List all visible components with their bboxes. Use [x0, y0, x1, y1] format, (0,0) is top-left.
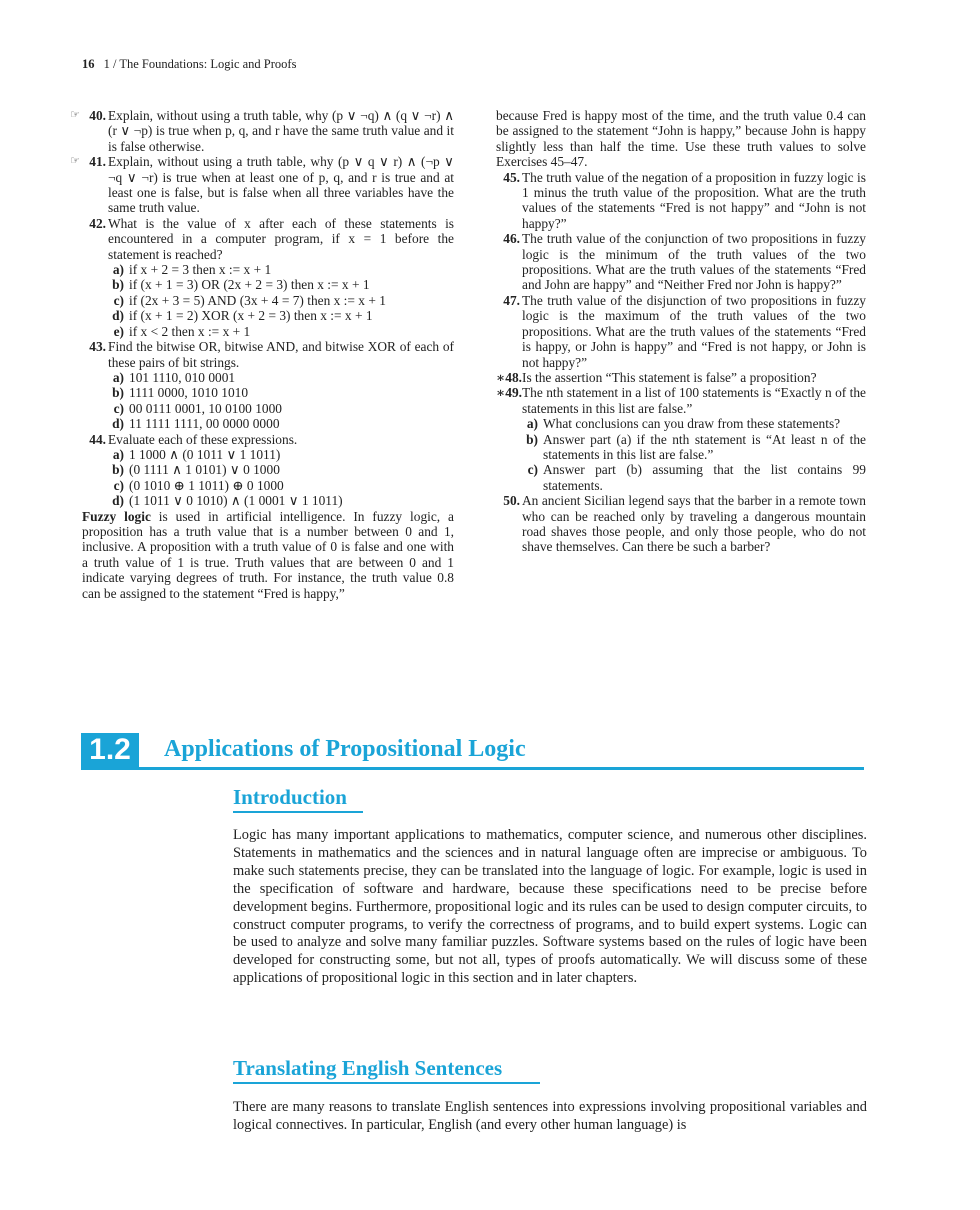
- exercise-number: 44.: [89, 431, 106, 447]
- part-text: if (x + 1 = 3) OR (2x + 2 = 3) then x := x + 1: [129, 277, 370, 293]
- right-column: [496, 108, 866, 555]
- exercise-part: [108, 462, 454, 477]
- left-column: [70, 108, 454, 601]
- exercise-text: The truth value of the negation of a proposition in fuzzy logic is 1 minus the truth value of the proposition. What are the truth values of the statements “Fred is not happy” and “John is not happy?”: [522, 169, 866, 231]
- exercise-46: [496, 231, 866, 293]
- pointing-hand-icon: ☞: [70, 155, 80, 168]
- exercise-number: 41.: [89, 154, 106, 170]
- exercise-part: [108, 447, 454, 462]
- part-text: if (x + 1 = 2) XOR (x + 2 = 3) then x := x + 1: [129, 308, 373, 324]
- part-text: What conclusions can you draw from these statements?: [543, 416, 841, 432]
- exercise-text: The truth value of the conjunction of two propositions in fuzzy logic is the minimum of the truth values of the two propositions. What are the truth values of the statements “Fred and John are happy” and “Neither Fred nor John is happy?”: [522, 231, 866, 293]
- part-label: a): [526, 416, 538, 432]
- exercise-number: ∗48.: [496, 369, 522, 385]
- page-header: [82, 57, 296, 72]
- exercise-number: 50.: [503, 493, 520, 509]
- part-text: (1 1011 ∨ 0 1010) ∧ (1 0001 ∨ 1 1011): [129, 493, 343, 509]
- part-label: c): [113, 292, 124, 308]
- exercise-number: ∗49.: [496, 385, 522, 401]
- translating-heading: Translating English Sentences: [233, 1056, 503, 1080]
- exercise-part: [108, 262, 454, 277]
- exercise-40: [70, 108, 454, 154]
- page-number: 16: [82, 57, 95, 71]
- exercise-text: Explain, without using a truth table, why (p ∨ ¬q) ∧ (q ∨ ¬r) ∧ (r ∨ ¬p) is true when p, q, and r have the same truth value and it is false otherwise.: [108, 108, 454, 154]
- exercise-part: [108, 478, 454, 493]
- exercise-part: [108, 385, 454, 400]
- part-text: 00 0111 0001, 10 0100 1000: [129, 400, 282, 416]
- exercise-part: [522, 416, 866, 431]
- exercise-part: [108, 308, 454, 323]
- section-number: 1.2: [81, 733, 139, 767]
- introduction-heading: Introduction: [233, 785, 347, 809]
- part-label: b): [112, 385, 124, 401]
- exercise-number: 40.: [89, 108, 106, 123]
- part-text: if x + 2 = 3 then x := x + 1: [129, 262, 272, 278]
- exercise-part: [108, 324, 454, 339]
- exercise-47: [496, 293, 866, 370]
- exercise-text: Is the assertion “This statement is false” a proposition?: [522, 369, 817, 385]
- fuzzy-logic-continued: because Fred is happy most of the time, and the truth value 0.4 can be assigned to the statement “John is happy,” because John is happy slightly less than half the time. Use these truth values to solve Exercises 45–47.: [496, 108, 866, 170]
- part-text: (0 1111 ∧ 1 0101) ∨ 0 1000: [129, 462, 280, 478]
- exercise-41: [70, 154, 454, 216]
- fuzzy-logic-paragraph: [82, 509, 454, 601]
- exercise-text: Explain, without using a truth table, why (p ∨ q ∨ r) ∧ (¬p ∨ ¬q ∨ ¬r) is true when at least one of p, q, and r is true and at least one is false, but is false when all three variables have the same truth value.: [108, 154, 454, 216]
- section-title: Applications of Propositional Logic: [164, 736, 526, 762]
- exercise-45: [496, 170, 866, 232]
- exercise-text: What is the value of x after each of these statements is encountered in a computer program, if x = 1 before the statement is reached?: [108, 215, 454, 262]
- part-text: 1111 0000, 1010 1010: [129, 385, 249, 401]
- exercise-text: The nth statement in a list of 100 statements is “Exactly n of the statements in this list are false.”: [522, 385, 866, 416]
- part-label: b): [526, 431, 538, 447]
- exercise-text: Evaluate each of these expressions.: [108, 431, 298, 447]
- exercise-part: [108, 493, 454, 508]
- part-label: a): [112, 262, 124, 278]
- exercise-part: [108, 401, 454, 416]
- exercise-42: [82, 216, 454, 339]
- part-label: b): [112, 462, 124, 478]
- exercise-part: [108, 416, 454, 431]
- part-text: Answer part (b) assuming that the list contains 99 statements.: [543, 462, 866, 493]
- running-title: 1 / The Foundations: Logic and Proofs: [103, 57, 297, 71]
- exercise-part: [522, 432, 866, 463]
- exercise-44: [82, 432, 454, 509]
- exercise-part: [108, 277, 454, 292]
- part-label: c): [113, 477, 124, 493]
- part-text: Answer part (a) if the nth statement is “At least n of the statements in this list are false.”: [543, 431, 866, 462]
- exercise-number: 45.: [503, 169, 520, 185]
- part-label: d): [112, 493, 124, 509]
- part-text: if x < 2 then x := x + 1: [129, 323, 251, 339]
- exercise-part: [108, 293, 454, 308]
- exercise-49: [496, 385, 866, 493]
- part-label: d): [112, 416, 124, 432]
- part-label: c): [113, 400, 124, 416]
- part-label: a): [112, 446, 124, 462]
- part-text: 1 1000 ∧ (0 1011 ∨ 1 1011): [129, 446, 281, 462]
- pointing-hand-icon: ☞: [70, 109, 80, 121]
- exercise-50: [496, 493, 866, 555]
- exercise-48: [496, 370, 866, 385]
- introduction-paragraph: Logic has many important applications to mathematics, computer science, and numerous other disciplines. Statements in mathematics and the sciences and in natural language often are imprecise or ambiguous. To make such statements precise, they can be translated into the language of logic. For example, logic is used in the specification of software and hardware, because these specifications need to be precise before development begins. Furthermore, propositional logic and its rules can be used to design computer circuits, to construct computer programs, to verify the correctness of programs, and to build expert systems. Logic can be used to analyze and solve many familiar puzzles. Software systems based on the rules of logic have been developed for constructing some, but not all, types of proofs automatically. We will discuss some of these applications of propositional logic in this section and in later chapters.: [233, 827, 867, 987]
- exercise-text: The truth value of the disjunction of two propositions in fuzzy logic is the maximum of the truth values of the two propositions. What are the truth values of the statements “Fred is happy, or John is happy” and “Fred is not happy, or John is not happy?”: [522, 292, 866, 370]
- fuzzy-logic-term: Fuzzy logic: [82, 508, 151, 524]
- translating-rule: [233, 1082, 540, 1084]
- part-text: 11 1111 1111, 00 0000 0000: [129, 416, 280, 432]
- translating-paragraph: There are many reasons to translate English sentences into expressions involving propositional variables and logical connectives. In particular, English (and every other human language) is: [233, 1099, 867, 1133]
- exercise-text: An ancient Sicilian legend says that the barber in a remote town who can be reached only by traveling a dangerous mountain road shaves those people, and only those people, who do not shave themselves. Can there be such a barber?: [522, 493, 866, 555]
- exercise-number: 43.: [89, 339, 106, 355]
- part-label: d): [112, 308, 124, 324]
- exercise-43: [82, 339, 454, 431]
- section-rule: [81, 767, 864, 770]
- part-label: e): [113, 323, 124, 339]
- exercise-part: [108, 370, 454, 385]
- part-text: 101 1110, 010 0001: [129, 369, 236, 385]
- fuzzy-logic-text: is used in artificial intelligence. In fuzzy logic, a proposition has a truth value that is a number between 0 and 1, inclusive. A proposition with a truth value of 0 is false and one with a truth value of 1 is true. Truth values that are between 0 and 1 indicate varying degrees of truth. For instance, the truth value 0.8 can be assigned to the statement “Fred is happy,”: [82, 508, 454, 601]
- exercise-text: Find the bitwise OR, bitwise AND, and bitwise XOR of each of these pairs of bit strings.: [108, 339, 454, 370]
- exercise-number: 47.: [503, 292, 520, 308]
- part-text: if (2x + 3 = 5) AND (3x + 4 = 7) then x := x + 1: [129, 292, 386, 308]
- introduction-rule: [233, 811, 363, 813]
- exercise-number: 46.: [503, 231, 520, 247]
- exercise-number: 42.: [89, 215, 106, 231]
- exercise-part: [522, 462, 866, 493]
- part-label: c): [527, 462, 538, 478]
- part-label: b): [112, 277, 124, 293]
- part-label: a): [112, 369, 124, 385]
- part-text: (0 1010 ⊕ 1 1011) ⊕ 0 1000: [129, 477, 284, 493]
